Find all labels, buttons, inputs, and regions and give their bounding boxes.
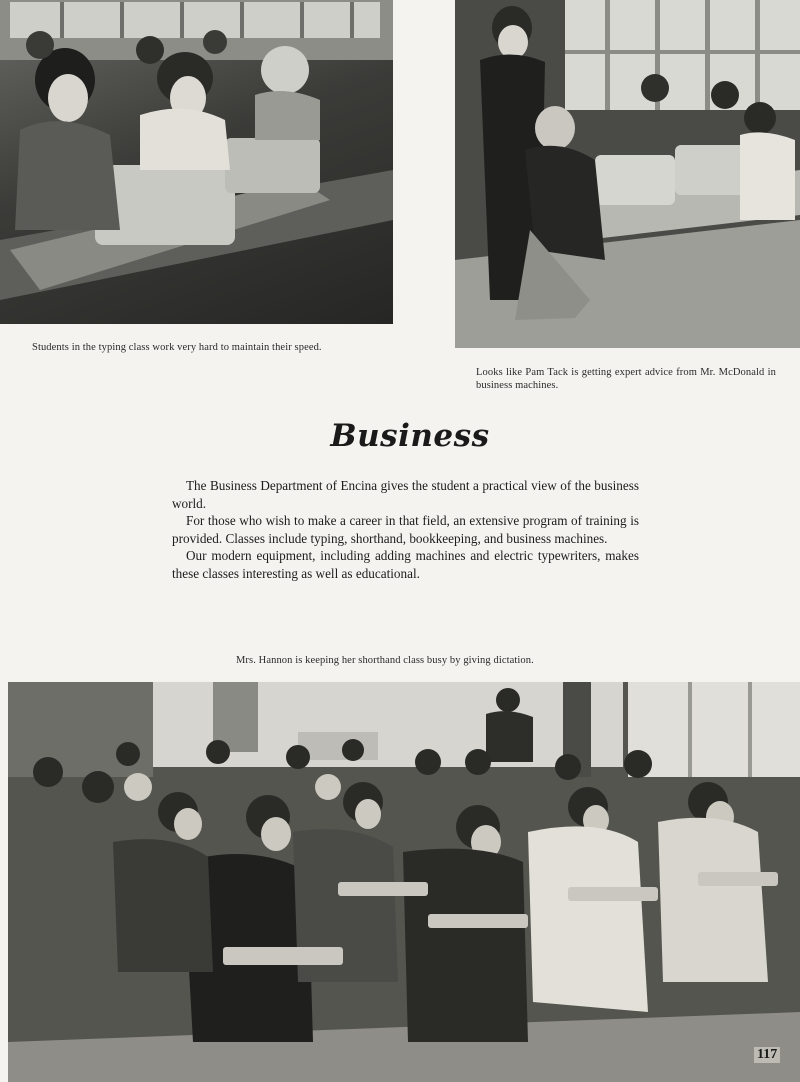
caption-shorthand-class: Mrs. Hannon is keeping her shorthand class busy by giving dictation. [236, 655, 534, 666]
caption-typing-class: Students in the typing class work very hard to maintain their speed. [32, 342, 322, 353]
body-paragraph: Our modern equipment, including adding machines and electric typewriters, makes these classes interesting as well as educational. [172, 548, 639, 581]
article-body [172, 477, 639, 582]
photo-business-machines [455, 0, 800, 348]
photo-typing-class [0, 0, 393, 324]
body-paragraph: For those who wish to make a career in that field, an extensive program of training is provided. Classes include typing, shorthand, bookkeeping, and business machines. [172, 513, 639, 546]
typing-class-illustration [0, 0, 393, 324]
business-machines-illustration [455, 0, 800, 348]
caption-business-machines: Looks like Pam Tack is getting expert advice from Mr. McDonald in business machines. [476, 367, 776, 391]
body-paragraph: The Business Department of Encina gives the student a practical view of the business world. [172, 478, 639, 511]
shorthand-class-illustration [8, 682, 800, 1082]
page-number: 117 [754, 1047, 780, 1063]
page-title: Business [330, 418, 490, 454]
photo-shorthand-class [8, 682, 800, 1082]
